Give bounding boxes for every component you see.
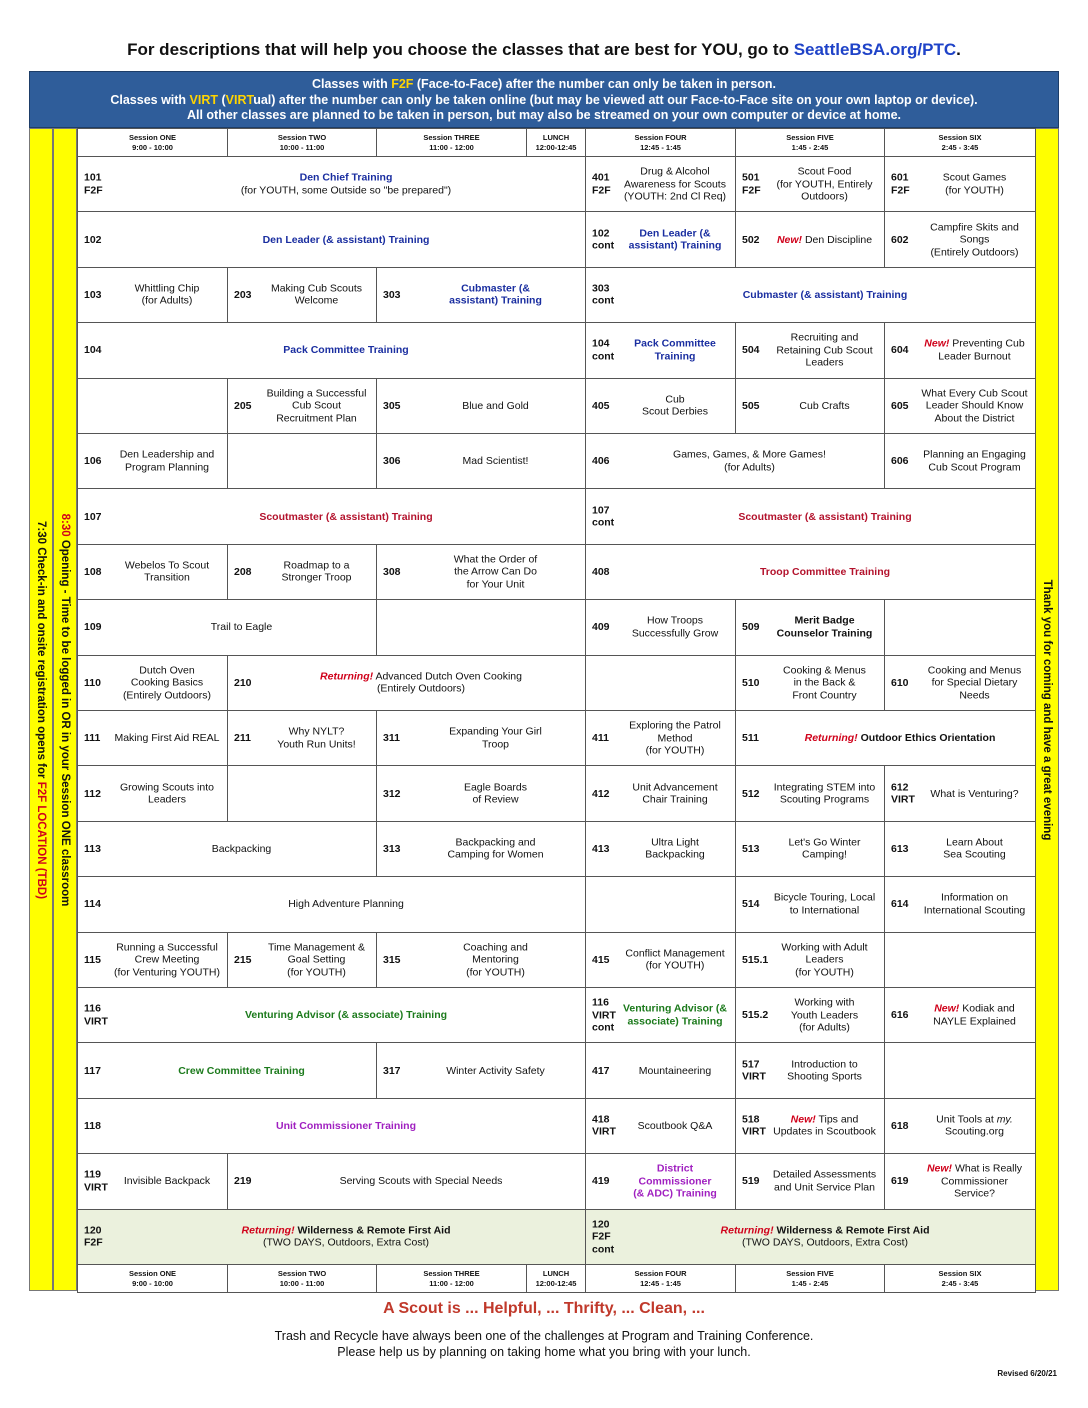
- checkin-text: 7:30 Check-in and onsite registration opens for F2F LOCATION (TBD): [35, 520, 47, 900]
- class-cell[interactable]: [77, 1042, 377, 1098]
- class-cell[interactable]: [884, 1098, 1036, 1154]
- scout-law-motto: A Scout is ... Helpful, ... Thrifty, ... Clean, ...: [383, 1300, 705, 1317]
- class-cell[interactable]: [735, 378, 885, 434]
- class-title: New! Kodiak and NAYLE Explained: [933, 1002, 1016, 1028]
- class-cell[interactable]: [77, 267, 228, 323]
- class-title: Let's Go Winter Camping!: [788, 836, 861, 861]
- class-cell[interactable]: [884, 599, 1036, 655]
- class-cell[interactable]: [77, 765, 228, 821]
- class-cell[interactable]: [735, 876, 885, 932]
- class-title: Backpacking and Camping for Women: [447, 836, 544, 861]
- class-number: 517 VIRT: [742, 1058, 766, 1083]
- class-cell[interactable]: [77, 322, 586, 378]
- class-cell[interactable]: [77, 488, 586, 544]
- class-number: 515.2: [742, 1008, 769, 1021]
- class-cell[interactable]: [585, 599, 736, 655]
- class-title: Running a Successful Crew Meeting (for Venturing YOUTH): [113, 941, 220, 979]
- class-title: Cub Scout Derbies: [642, 393, 708, 418]
- class-title: New! Den Discipline: [776, 233, 873, 246]
- session-header: Session TWO 10:00 - 11:00: [227, 128, 377, 157]
- class-title: Scoutmaster (& assistant) Training: [738, 510, 912, 523]
- class-title: Making First Aid REAL: [114, 731, 220, 744]
- class-number: 305: [383, 399, 401, 412]
- class-number: 118: [84, 1119, 101, 1132]
- class-title: Backpacking: [211, 842, 272, 855]
- class-number: 502: [742, 233, 760, 246]
- class-title: Webelos To Scout Transition: [124, 559, 210, 584]
- class-cell[interactable]: [77, 599, 377, 655]
- class-number: 313: [383, 842, 401, 855]
- class-cell[interactable]: [884, 876, 1036, 932]
- session-header: LUNCH 12:00-12:45: [526, 128, 586, 157]
- class-number: 602: [891, 233, 909, 246]
- recycle-line-1: Trash and Recycle have always been one of the challenges at Program and Training Conference.: [274, 1329, 814, 1343]
- class-number: 601 F2F: [891, 171, 910, 197]
- class-number: 211: [234, 731, 251, 744]
- class-title: Growing Scouts into Leaders: [120, 781, 214, 806]
- class-cell[interactable]: [585, 488, 1036, 544]
- class-cell[interactable]: [585, 876, 736, 932]
- class-cell[interactable]: [884, 1153, 1036, 1209]
- banner-line-3: All other classes are planned to be taken in person, but may also be streamed on your own computer or device at home.: [186, 108, 902, 122]
- class-number: 303 cont: [592, 282, 615, 307]
- class-title: Campfire Skits and Songs (Entirely Outdoors): [930, 220, 1019, 258]
- class-cell[interactable]: [376, 821, 586, 877]
- session-header: Session TWO 10:00 - 11:00: [227, 1264, 377, 1293]
- class-title: Venturing Advisor (& associate) Training: [622, 1002, 728, 1028]
- class-number: 108: [84, 565, 102, 578]
- class-number: 112: [84, 787, 101, 800]
- class-number: 619: [891, 1175, 909, 1188]
- class-cell[interactable]: [884, 156, 1036, 212]
- class-number: 115: [84, 953, 101, 966]
- session-header: Session FIVE 1:45 - 2:45: [735, 1264, 885, 1293]
- class-title: Why NYLT? Youth Run Units!: [277, 725, 356, 751]
- recycle-line-2: Please help us by planning on taking home what you bring with your lunch.: [337, 1345, 751, 1359]
- class-number: 606: [891, 454, 909, 467]
- title-end: .: [956, 40, 961, 59]
- class-cell[interactable]: [77, 821, 377, 877]
- revised-date: Revised 6/20/21: [997, 1369, 1057, 1378]
- class-number: 505: [742, 399, 760, 412]
- class-number: 312: [383, 787, 401, 800]
- class-number: 512: [742, 787, 760, 800]
- class-cell[interactable]: [227, 765, 377, 821]
- class-cell[interactable]: [227, 378, 377, 434]
- class-number: 510: [742, 676, 760, 689]
- class-cell[interactable]: [227, 1153, 586, 1209]
- class-number: 308: [383, 565, 401, 578]
- class-cell[interactable]: [585, 710, 736, 766]
- class-cell[interactable]: [884, 932, 1036, 988]
- session-header: Session THREE 11:00 - 12:00: [376, 128, 527, 157]
- class-title: What is Venturing?: [930, 787, 1019, 800]
- class-title: Pack Committee Training: [283, 344, 409, 357]
- class-cell[interactable]: [735, 987, 885, 1043]
- class-number: 616: [891, 1008, 909, 1021]
- class-cell[interactable]: [77, 156, 586, 212]
- class-cell[interactable]: [585, 655, 736, 711]
- class-title: Unit Tools at my. Scouting.org: [936, 1113, 1013, 1138]
- class-cell[interactable]: [376, 544, 586, 600]
- class-number: 114: [84, 898, 101, 911]
- class-number: 120 F2F: [84, 1224, 103, 1249]
- class-title: Coaching and Mentoring (for YOUTH): [463, 941, 528, 979]
- class-number: 408: [592, 565, 610, 578]
- class-cell[interactable]: [735, 821, 885, 877]
- class-title: Mad Scientist!: [462, 454, 529, 467]
- title-text: For descriptions that will help you choose the classes that are best for YOU, go to: [127, 40, 794, 59]
- class-cell[interactable]: [376, 710, 586, 766]
- class-number: 117: [84, 1064, 101, 1077]
- class-number: 103: [84, 288, 102, 301]
- class-title: Cubmaster (& assistant) Training: [449, 282, 542, 307]
- class-number: 113: [84, 842, 101, 855]
- class-cell[interactable]: [376, 765, 586, 821]
- class-number: 518 VIRT: [742, 1113, 766, 1138]
- class-title: Whittling Chip (for Adults): [134, 282, 200, 307]
- class-number: 513: [742, 842, 760, 855]
- class-cell[interactable]: [585, 821, 736, 877]
- class-title: Invisible Backpack: [123, 1175, 211, 1188]
- class-number: 116 VIRT: [84, 1002, 108, 1028]
- class-number: 514: [742, 898, 760, 911]
- class-number: 215: [234, 953, 252, 966]
- class-title: Making Cub Scouts Welcome: [270, 282, 363, 307]
- class-cell[interactable]: [735, 322, 885, 378]
- opening-bar: [53, 128, 77, 1291]
- class-title: Den Leadership and Program Planning: [119, 448, 215, 474]
- class-title: Unit Advancement Chair Training: [632, 781, 718, 806]
- class-number: 418 VIRT: [592, 1113, 616, 1138]
- class-cell[interactable]: [585, 1153, 736, 1209]
- class-title: Detailed Assessments and Unit Service Plan: [772, 1168, 877, 1194]
- class-title: Den Leader (& assistant) Training: [262, 233, 430, 246]
- class-cell[interactable]: [735, 1153, 885, 1209]
- class-cell[interactable]: [735, 1098, 885, 1154]
- class-title: Roadmap to a Stronger Troop: [281, 559, 352, 584]
- class-number: 417: [592, 1064, 610, 1077]
- class-number: 104: [84, 344, 102, 357]
- class-title: Cooking and Menus for Special Dietary Needs: [927, 664, 1022, 702]
- class-number: 107: [84, 510, 102, 523]
- session-header: Session THREE 11:00 - 12:00: [376, 1264, 527, 1293]
- class-cell[interactable]: [227, 544, 377, 600]
- class-cell[interactable]: [376, 378, 586, 434]
- class-number: 111: [84, 731, 101, 744]
- class-cell[interactable]: [227, 267, 377, 323]
- class-title: Working with Youth Leaders (for Adults): [790, 996, 859, 1034]
- class-cell[interactable]: [884, 433, 1036, 489]
- class-cell[interactable]: [585, 156, 736, 212]
- class-number: 203: [234, 288, 252, 301]
- class-title: Crew Committee Training: [178, 1064, 305, 1077]
- class-cell[interactable]: [585, 987, 736, 1043]
- class-cell[interactable]: [735, 211, 885, 267]
- class-cell[interactable]: [735, 156, 885, 212]
- class-number: 107 cont: [592, 504, 615, 529]
- class-cell[interactable]: [735, 1042, 885, 1098]
- recycle-note: [0, 1328, 1088, 1360]
- class-cell[interactable]: [884, 322, 1036, 378]
- thanks-text: Thank you for coming and have a great evening: [1041, 579, 1053, 841]
- class-title: Cub Crafts: [799, 399, 850, 412]
- class-number: 613: [891, 842, 909, 855]
- class-cell[interactable]: [77, 1209, 586, 1265]
- class-title: Exploring the Patrol Method (for YOUTH): [629, 719, 721, 757]
- class-cell[interactable]: [77, 378, 228, 434]
- class-title: Introduction to Shooting Sports: [787, 1058, 862, 1083]
- banner-line-1: Classes with F2F (Face-to-Face) after the number can only be taken in person.: [311, 77, 776, 91]
- class-title: Information on International Scouting: [923, 891, 1026, 917]
- class-title: Building a Successful Cub Scout Recruitment Plan: [266, 387, 367, 425]
- class-cell[interactable]: [585, 1209, 1036, 1265]
- class-title: Scout Games (for YOUTH): [942, 171, 1007, 197]
- class-title: High Adventure Planning: [288, 898, 404, 911]
- class-cell[interactable]: [227, 655, 586, 711]
- class-cell[interactable]: [884, 821, 1036, 877]
- class-number: 116 VIRT cont: [592, 996, 616, 1034]
- class-cell[interactable]: [735, 710, 1036, 766]
- class-title: Trail to Eagle: [210, 621, 273, 634]
- class-title: What Every Cub Scout Leader Should Know About the District: [921, 387, 1028, 425]
- class-title: Eagle Boards of Review: [463, 781, 528, 806]
- session-header: Session ONE 9:00 - 10:00: [77, 1264, 228, 1293]
- class-title: Learn About Sea Scouting: [943, 836, 1006, 861]
- class-cell[interactable]: [227, 433, 377, 489]
- session-header: Session FIVE 1:45 - 2:45: [735, 128, 885, 157]
- session-header: Session FOUR 12:45 - 1:45: [585, 1264, 736, 1293]
- class-number: 406: [592, 454, 610, 467]
- class-cell[interactable]: [77, 211, 586, 267]
- class-cell[interactable]: [884, 378, 1036, 434]
- class-cell[interactable]: [884, 211, 1036, 267]
- class-title: Ultra Light Backpacking: [645, 836, 705, 861]
- class-number: 110: [84, 676, 101, 689]
- class-title: Scoutbook Q&A: [637, 1119, 713, 1132]
- class-cell[interactable]: [77, 876, 586, 932]
- class-title: Cooking & Menus in the Back & Front Country: [783, 664, 866, 702]
- schedule-grid: [77, 128, 1035, 1291]
- class-number: 605: [891, 399, 909, 412]
- class-cell[interactable]: [735, 599, 885, 655]
- class-title: Mountaineering: [638, 1064, 712, 1077]
- class-title: Returning! Outdoor Ethics Orientation: [804, 731, 996, 744]
- class-number: 306: [383, 454, 401, 467]
- class-number: 401 F2F: [592, 171, 611, 197]
- class-cell[interactable]: [585, 433, 885, 489]
- class-cell[interactable]: [376, 1042, 586, 1098]
- class-cell[interactable]: [376, 267, 586, 323]
- class-number: 109: [84, 621, 102, 634]
- class-cell[interactable]: [77, 987, 586, 1043]
- class-title: Den Leader (& assistant) Training: [628, 227, 722, 252]
- banner-line-2: Classes with VIRT (VIRTual) after the number can only be taken online (but may be viewed att our Face-to-Face site on your own laptop or device).: [110, 92, 978, 107]
- class-cell[interactable]: [77, 433, 228, 489]
- class-cell[interactable]: [884, 1042, 1036, 1098]
- class-number: 412: [592, 787, 610, 800]
- class-title: Venturing Advisor (& associate) Training: [244, 1008, 448, 1021]
- class-cell[interactable]: [376, 599, 586, 655]
- class-cell[interactable]: [585, 1042, 736, 1098]
- legend-banner: [29, 71, 1059, 128]
- class-title: How Troops Successfully Grow: [631, 614, 719, 640]
- class-title: What the Order of the Arrow Can Do for Your Unit: [453, 553, 538, 591]
- class-cell[interactable]: [585, 544, 1036, 600]
- class-number: 119 VIRT: [84, 1168, 108, 1194]
- class-cell[interactable]: [585, 1098, 736, 1154]
- session-header: LUNCH 12:00-12:45: [526, 1264, 586, 1293]
- class-number: 415: [592, 953, 610, 966]
- class-number: 419: [592, 1175, 610, 1188]
- class-number: 102: [84, 233, 102, 246]
- class-cell[interactable]: [585, 211, 736, 267]
- class-number: 413: [592, 842, 610, 855]
- class-title: Returning! Wilderness & Remote First Aid (TWO DAYS, Outdoors, Extra Cost): [720, 1224, 930, 1249]
- class-title: Returning! Wilderness & Remote First Aid (TWO DAYS, Outdoors, Extra Cost): [241, 1224, 451, 1249]
- class-cell[interactable]: [735, 655, 885, 711]
- ptc-link[interactable]: SeattleBSA.org/PTC: [793, 40, 957, 59]
- opening-text: 8:30 Opening - Time to be logged in OR in your Session ONE classroom: [59, 513, 71, 907]
- class-number: 315: [383, 953, 401, 966]
- class-number: 102 cont: [592, 227, 615, 252]
- class-title: Planning an Engaging Cub Scout Program: [923, 448, 1026, 474]
- class-title: Dutch Oven Cooking Basics (Entirely Outdoors): [122, 664, 212, 702]
- class-cell[interactable]: [585, 322, 736, 378]
- class-title: Expanding Your Girl Troop: [449, 725, 542, 751]
- class-number: 311: [383, 731, 400, 744]
- class-number: 612 VIRT: [891, 781, 915, 806]
- thanks-bar: [1035, 128, 1059, 1291]
- class-number: 205: [234, 399, 252, 412]
- checkin-bar: [29, 128, 53, 1291]
- class-number: 504: [742, 344, 760, 357]
- class-cell[interactable]: [77, 1153, 228, 1209]
- session-header: Session FOUR 12:45 - 1:45: [585, 128, 736, 157]
- class-number: 210: [234, 676, 252, 689]
- class-cell[interactable]: [735, 932, 885, 988]
- class-title: Games, Games, & More Games! (for Adults): [673, 448, 826, 474]
- class-cell[interactable]: [884, 987, 1036, 1043]
- class-cell[interactable]: [77, 655, 228, 711]
- class-number: 519: [742, 1175, 760, 1188]
- class-number: 409: [592, 621, 610, 634]
- class-cell[interactable]: [376, 932, 586, 988]
- session-header: Session SIX 2:45 - 3:45: [884, 1264, 1036, 1293]
- class-number: 104 cont: [592, 337, 615, 363]
- class-number: 411: [592, 731, 609, 744]
- session-header: Session ONE 9:00 - 10:00: [77, 128, 228, 157]
- class-number: 618: [891, 1119, 909, 1132]
- class-number: 511: [742, 731, 759, 744]
- session-header: Session SIX 2:45 - 3:45: [884, 128, 1036, 157]
- class-cell[interactable]: [585, 267, 1036, 323]
- class-title: Scout Food (for YOUTH, Entirely Outdoors): [776, 165, 873, 203]
- class-title: Blue and Gold: [462, 399, 529, 412]
- class-cell[interactable]: [77, 1098, 586, 1154]
- class-title: Merit Badge Counselor Training: [776, 614, 873, 640]
- class-title: Working with Adult Leaders (for YOUTH): [781, 941, 868, 979]
- class-number: 208: [234, 565, 252, 578]
- class-number: 509: [742, 621, 760, 634]
- class-title: New! Preventing Cub Leader Burnout: [924, 337, 1025, 363]
- class-title: New! What is Really Commissioner Service?: [926, 1162, 1023, 1200]
- class-title: Conflict Management (for YOUTH): [625, 947, 725, 972]
- class-cell[interactable]: [884, 765, 1036, 821]
- class-number: 317: [383, 1064, 401, 1077]
- class-number: 604: [891, 344, 909, 357]
- class-number: 405: [592, 399, 610, 412]
- class-title: Drug & Alcohol Awareness for Scouts (YOUTH: 2nd Cl Req): [623, 165, 727, 203]
- class-number: 219: [234, 1175, 252, 1188]
- class-title: Recruiting and Retaining Cub Scout Leaders: [776, 331, 873, 369]
- class-cell[interactable]: [77, 544, 228, 600]
- class-title: Den Chief Training (for YOUTH, some Outside so "be prepared"): [240, 171, 452, 197]
- class-title: Returning! Advanced Dutch Oven Cooking (Entirely Outdoors): [320, 670, 522, 695]
- class-number: 101 F2F: [84, 171, 103, 197]
- class-cell[interactable]: [585, 765, 736, 821]
- class-cell[interactable]: [376, 433, 586, 489]
- class-title: Winter Activity Safety: [446, 1064, 545, 1077]
- class-cell[interactable]: [77, 710, 228, 766]
- class-title: Time Management & Goal Setting (for YOUTH): [267, 941, 366, 979]
- class-number: 303: [383, 288, 401, 301]
- class-cell[interactable]: [585, 932, 736, 988]
- class-title: Scoutmaster (& assistant) Training: [259, 510, 433, 523]
- class-cell[interactable]: [227, 710, 377, 766]
- class-title: New! Tips and Updates in Scoutbook: [773, 1113, 876, 1138]
- class-number: 610: [891, 676, 909, 689]
- class-title: Bicycle Touring, Local to International: [773, 891, 876, 917]
- class-cell[interactable]: [227, 932, 377, 988]
- class-number: 515.1: [742, 953, 769, 966]
- class-number: 120 F2F cont: [592, 1218, 615, 1256]
- class-cell[interactable]: [77, 932, 228, 988]
- class-number: 501 F2F: [742, 171, 761, 197]
- class-title: District Commissioner (& ADC) Training: [633, 1162, 717, 1200]
- class-title: Integrating STEM into Scouting Programs: [773, 781, 876, 806]
- class-title: Cubmaster (& assistant) Training: [742, 288, 908, 301]
- class-number: 614: [891, 898, 909, 911]
- class-number: 106: [84, 454, 102, 467]
- class-cell[interactable]: [884, 655, 1036, 711]
- class-title: Serving Scouts with Special Needs: [339, 1175, 503, 1188]
- class-cell[interactable]: [585, 378, 736, 434]
- class-cell[interactable]: [735, 765, 885, 821]
- class-title: Troop Committee Training: [759, 565, 891, 578]
- class-title: Unit Commissioner Training: [275, 1119, 417, 1132]
- page-title: [0, 40, 1088, 60]
- class-title: Pack Committee Training: [634, 337, 716, 363]
